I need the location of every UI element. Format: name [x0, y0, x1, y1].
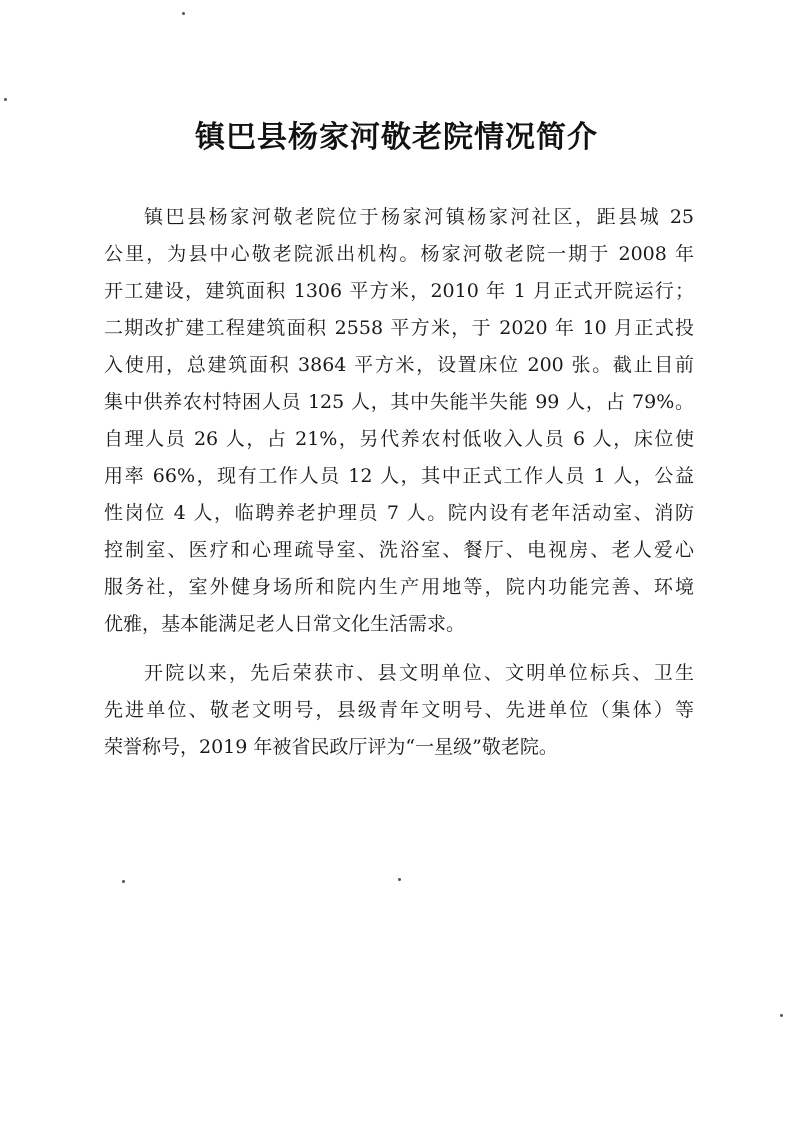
scan-speck [780, 1014, 783, 1017]
paragraph-1-line: 公里，为县中心敬老院派出机构。杨家河敬老院一期于 2008 年 [104, 243, 694, 265]
paragraph-1-line: 镇巴县杨家河敬老院位于杨家河镇杨家河社区，距县城 25 [144, 206, 694, 228]
paragraph-2-line: 荣誉称号，2019 年被省民政厅评为“一星级”敬老院。 [104, 736, 558, 758]
paragraph-1-line: 用率 66%，现有工作人员 12 人，其中正式工作人员 1 人，公益 [104, 465, 694, 487]
paragraph-1-line: 控制室、医疗和心理疏导室、洗浴室、餐厅、电视房、老人爱心 [104, 539, 694, 561]
paragraph-1-line: 性岗位 4 人，临聘养老护理员 7 人。院内设有老年活动室、消防 [104, 502, 694, 524]
paragraph-1-line: 二期改扩建工程建筑面积 2558 平方米，于 2020 年 10 月正式投 [104, 317, 694, 339]
paragraph-1-line: 集中供养农村特困人员 125 人，其中失能半失能 99 人，占 79%。 [104, 391, 694, 413]
paragraph-1-line: 自理人员 26 人，占 21%，另代养农村低收入人员 6 人，床位使 [104, 428, 694, 450]
scan-speck [182, 12, 185, 15]
paragraph-1-line: 入使用，总建筑面积 3864 平方米，设置床位 200 张。截止目前 [104, 354, 694, 376]
document-title: 镇巴县杨家河敬老院情况简介 [195, 120, 598, 155]
paragraph-1-line: 优雅，基本能满足老人日常文化生活需求。 [104, 613, 466, 635]
paragraph-1-line: 开工建设，建筑面积 1306 平方米，2010 年 1 月正式开院运行； [104, 280, 694, 302]
paragraph-2-line: 开院以来，先后荣获市、县文明单位、文明单位标兵、卫生 [144, 662, 694, 684]
paragraph-2-line: 先进单位、敬老文明号，县级青年文明号、先进单位（集体）等 [104, 699, 694, 721]
paragraph-1-line: 服务社，室外健身场所和院内生产用地等，院内功能完善、环境 [104, 576, 694, 598]
scan-speck [398, 878, 401, 881]
scan-speck [4, 98, 7, 101]
scan-speck [122, 880, 125, 883]
